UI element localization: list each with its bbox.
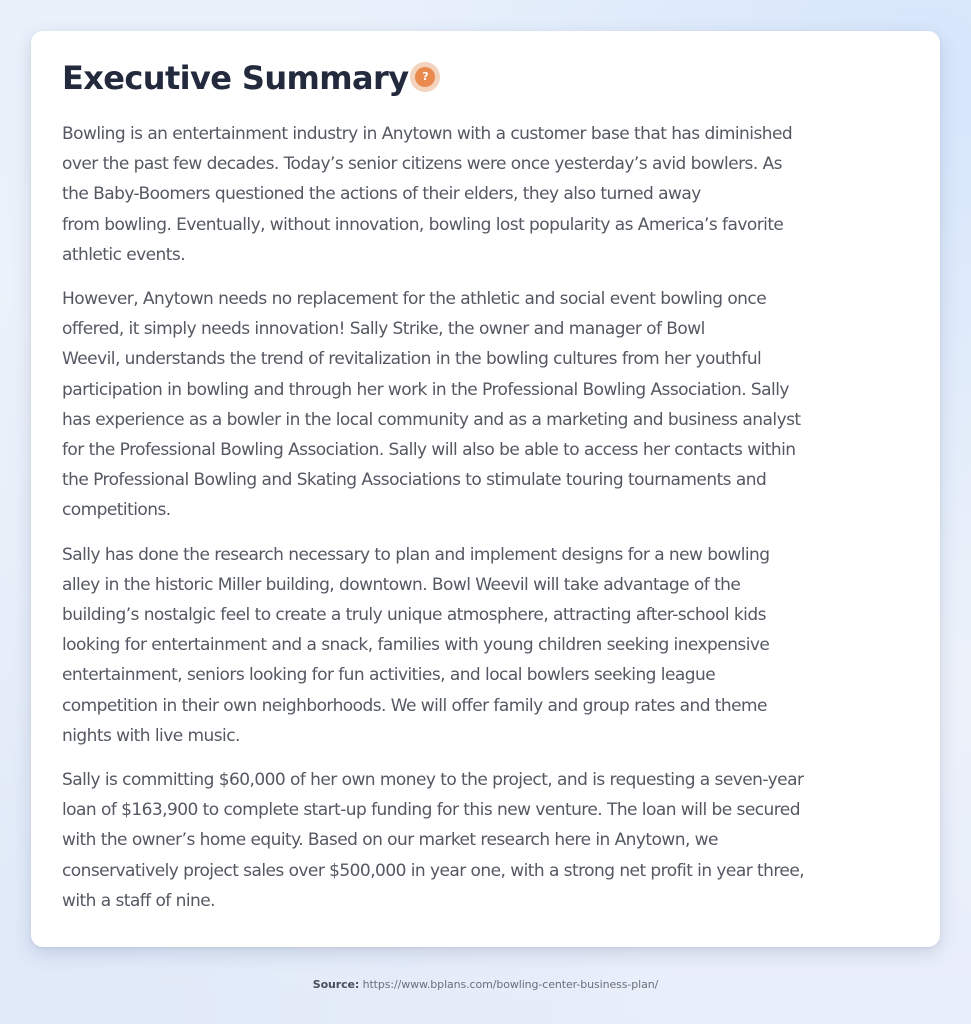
help-icon-glyph: ? — [415, 67, 435, 87]
source-label: Source: — [312, 978, 360, 991]
page-title: Executive Summary — [62, 59, 409, 97]
source-caption — [0, 978, 971, 991]
summary-paragraph-4: Sally is committing $60,000 of her own money to the project, and is requesting a seven-year loan of $163,900 to complete start-up funding for this new venture. The loan will be secured with the owner’s home equity. Based on our market research here in Anytown, we conservatively project sales over $500,000 in year one, with a strong net profit in year three, with a staff of nine. — [62, 770, 805, 911]
summary-paragraph-2: However, Anytown needs no replacement for the athletic and social event bowling once offered, it simply needs innovation! Sally Strike, the owner and manager of Bowl Weevil, understands the trend of revitalization in the bowling cultures from her youthful participation in bowling and through her work in the Professional Bowling Association. Sally has experience as a bowler in the local community and as a marketing and business analyst for the Professional Bowling Association. Sally will also be able to access her contacts within the Professional Bowling and Skating Associations to stimulate touring tournaments and competitions. — [62, 289, 801, 521]
title-row — [62, 56, 918, 100]
executive-summary-card — [31, 31, 940, 947]
source-url: https://www.bplans.com/bowling-center-business-plan/ — [362, 978, 659, 991]
summary-paragraph-3: Sally has done the research necessary to plan and implement designs for a new bowling alley in the historic Miller building, downtown. Bowl Weevil will take advantage of the building’s nostalgic feel to create a truly unique atmosphere, attracting after-school kids looking for entertainment and a snack, families with young children seeking inexpensive entertainment, seniors looking for fun activities, and local bowlers seeking league competition in their own neighborhoods. We will offer family and group rates and theme nights with live music. — [62, 544, 770, 746]
summary-paragraph-1: Bowling is an entertainment industry in Anytown with a customer base that has diminished over the past few decades. Today’s senior citizens were once yesterday’s avid bowlers. As the Baby-Boomers questioned the actions of their elders, they also turned away from bowling. Eventually, without innovation, bowling lost popularity as America’s favorite athletic events. — [62, 124, 793, 265]
help-icon[interactable] — [410, 62, 440, 92]
